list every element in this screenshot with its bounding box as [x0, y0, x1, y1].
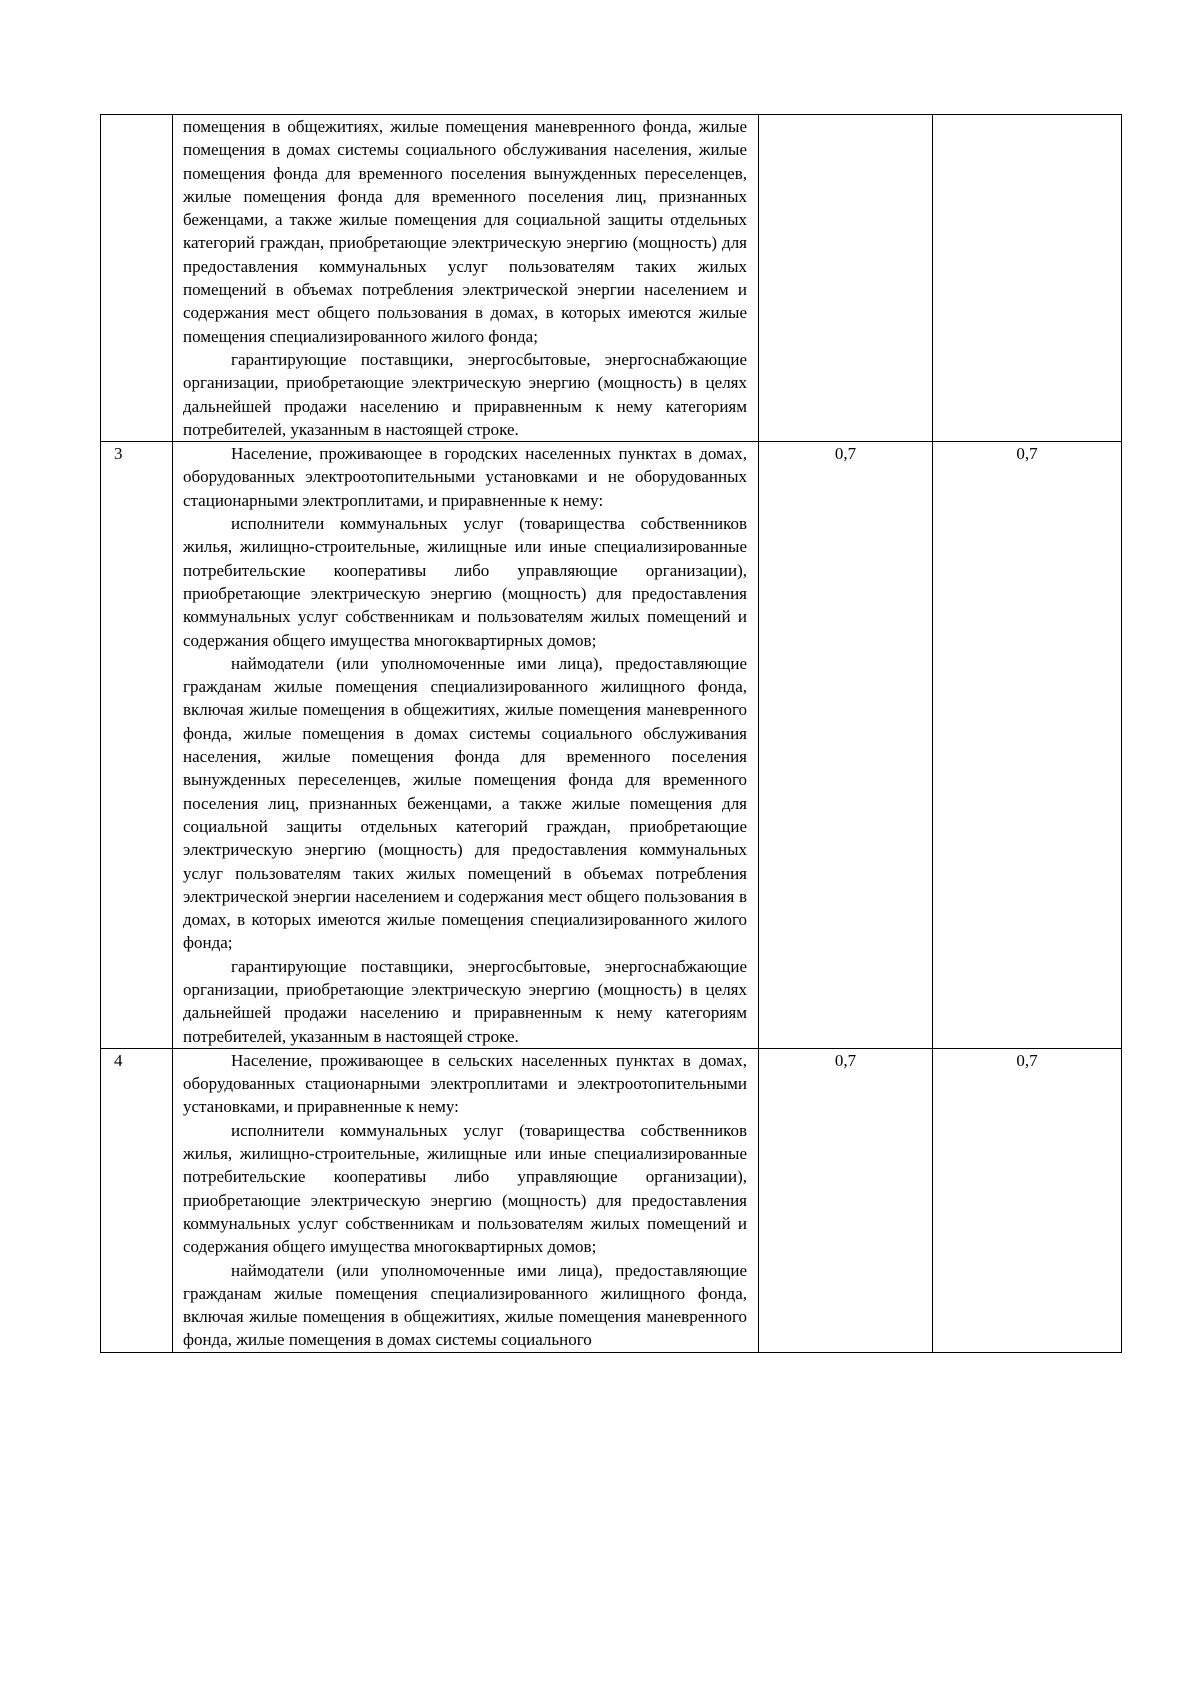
paragraph: наймодатели (или уполномоченные ими лица), предоставляющие гражданам жилые помещения специализированного жилищного фонда, включая жилые помещения в общежитиях, жилые помещения маневренного фонда, жилые помещения в домах системы социального	[183, 1260, 747, 1350]
paragraph: помещения в общежитиях, жилые помещения маневренного фонда, жилые помещения в домах системы социального обслуживания населения, жилые помещения фонда для временного поселения вынужденных переселенцев, жилые помещения фонда для временного поселения лиц, признанных беженцами, а также жилые помещения для социальной защиты отдельных категорий граждан, приобретающие электрическую энергию (мощность) для предоставления коммунальных услуг пользователям таких жилых помещений в объемах потребления электрической энергии населением и содержания мест общего пользования в домах, в которых имеются жилые помещения специализированного жилого фонда;	[183, 117, 747, 346]
paragraph: Население, проживающее в городских населенных пунктах в домах, оборудованных электроотопительными установками и не оборудованных стационарными электроплитами, и приравненные к нему:	[183, 444, 747, 510]
coefficient-value-1	[759, 115, 933, 442]
row-number: 3	[101, 442, 173, 1049]
table-row	[101, 1048, 1122, 1352]
row-number: 4	[101, 1048, 173, 1352]
row-description	[173, 1048, 759, 1352]
row-number	[101, 115, 173, 442]
table-row	[101, 442, 1122, 1049]
paragraph: наймодатели (или уполномоченные ими лица), предоставляющие гражданам жилые помещения специализированного жилищного фонда, включая жилые помещения в общежитиях, жилые помещения маневренного фонда, жилые помещения в домах системы социального обслуживания населения, жилые помещения фонда для временного поселения вынужденных переселенцев, жилые помещения фонда для временного поселения лиц, признанных беженцами, а также жилые помещения для социальной защиты отдельных категорий граждан, приобретающие электрическую энергию (мощность) для предоставления коммунальных услуг пользователям таких жилых помещений в объемах потребления электрической энергии населением и содержания мест общего пользования в домах, в которых имеются жилые помещения специализированного жилого фонда;	[183, 653, 747, 953]
coefficient-value-2: 0,7	[933, 442, 1122, 1049]
paragraph: гарантирующие поставщики, энергосбытовые, энергоснабжающие организации, приобретающие электрическую энергию (мощность) в целях дальнейшей продажи населению и приравненным к нему категориям потребителей, указанным в настоящей строке.	[183, 349, 747, 439]
paragraph: Население, проживающее в сельских населенных пунктах в домах, оборудованных стационарными электроплитами и электроотопительными установками, и приравненные к нему:	[183, 1050, 747, 1117]
table-row	[101, 115, 1122, 442]
paragraph: исполнители коммунальных услуг (товарищества собственников жилья, жилищно-строительные, жилищные или иные специализированные потребительские кооперативы либо управляющие организации), приобретающие электрическую энергию (мощность) для предоставления коммунальных услуг собственникам и пользователям жилых помещений и содержания общего имущества многоквартирных домов;	[183, 514, 747, 650]
paragraph: исполнители коммунальных услуг (товарищества собственников жилья, жилищно-строительные, жилищные или иные специализированные потребительские кооперативы либо управляющие организации), приобретающие электрическую энергию (мощность) для предоставления коммунальных услуг собственникам и пользователям жилых помещений и содержания общего имущества многоквартирных домов;	[183, 1120, 747, 1257]
paragraph: гарантирующие поставщики, энергосбытовые, энергоснабжающие организации, приобретающие электрическую энергию (мощность) в целях дальнейшей продажи населению и приравненным к нему категориям потребителей, указанным в настоящей строке.	[183, 956, 747, 1046]
row-description	[173, 115, 759, 442]
coefficient-value-1: 0,7	[759, 1048, 933, 1352]
row-description	[173, 442, 759, 1049]
coefficient-value-1: 0,7	[759, 442, 933, 1049]
coefficient-value-2	[933, 115, 1122, 442]
tariff-table	[100, 114, 1122, 1353]
coefficient-value-2: 0,7	[933, 1048, 1122, 1352]
